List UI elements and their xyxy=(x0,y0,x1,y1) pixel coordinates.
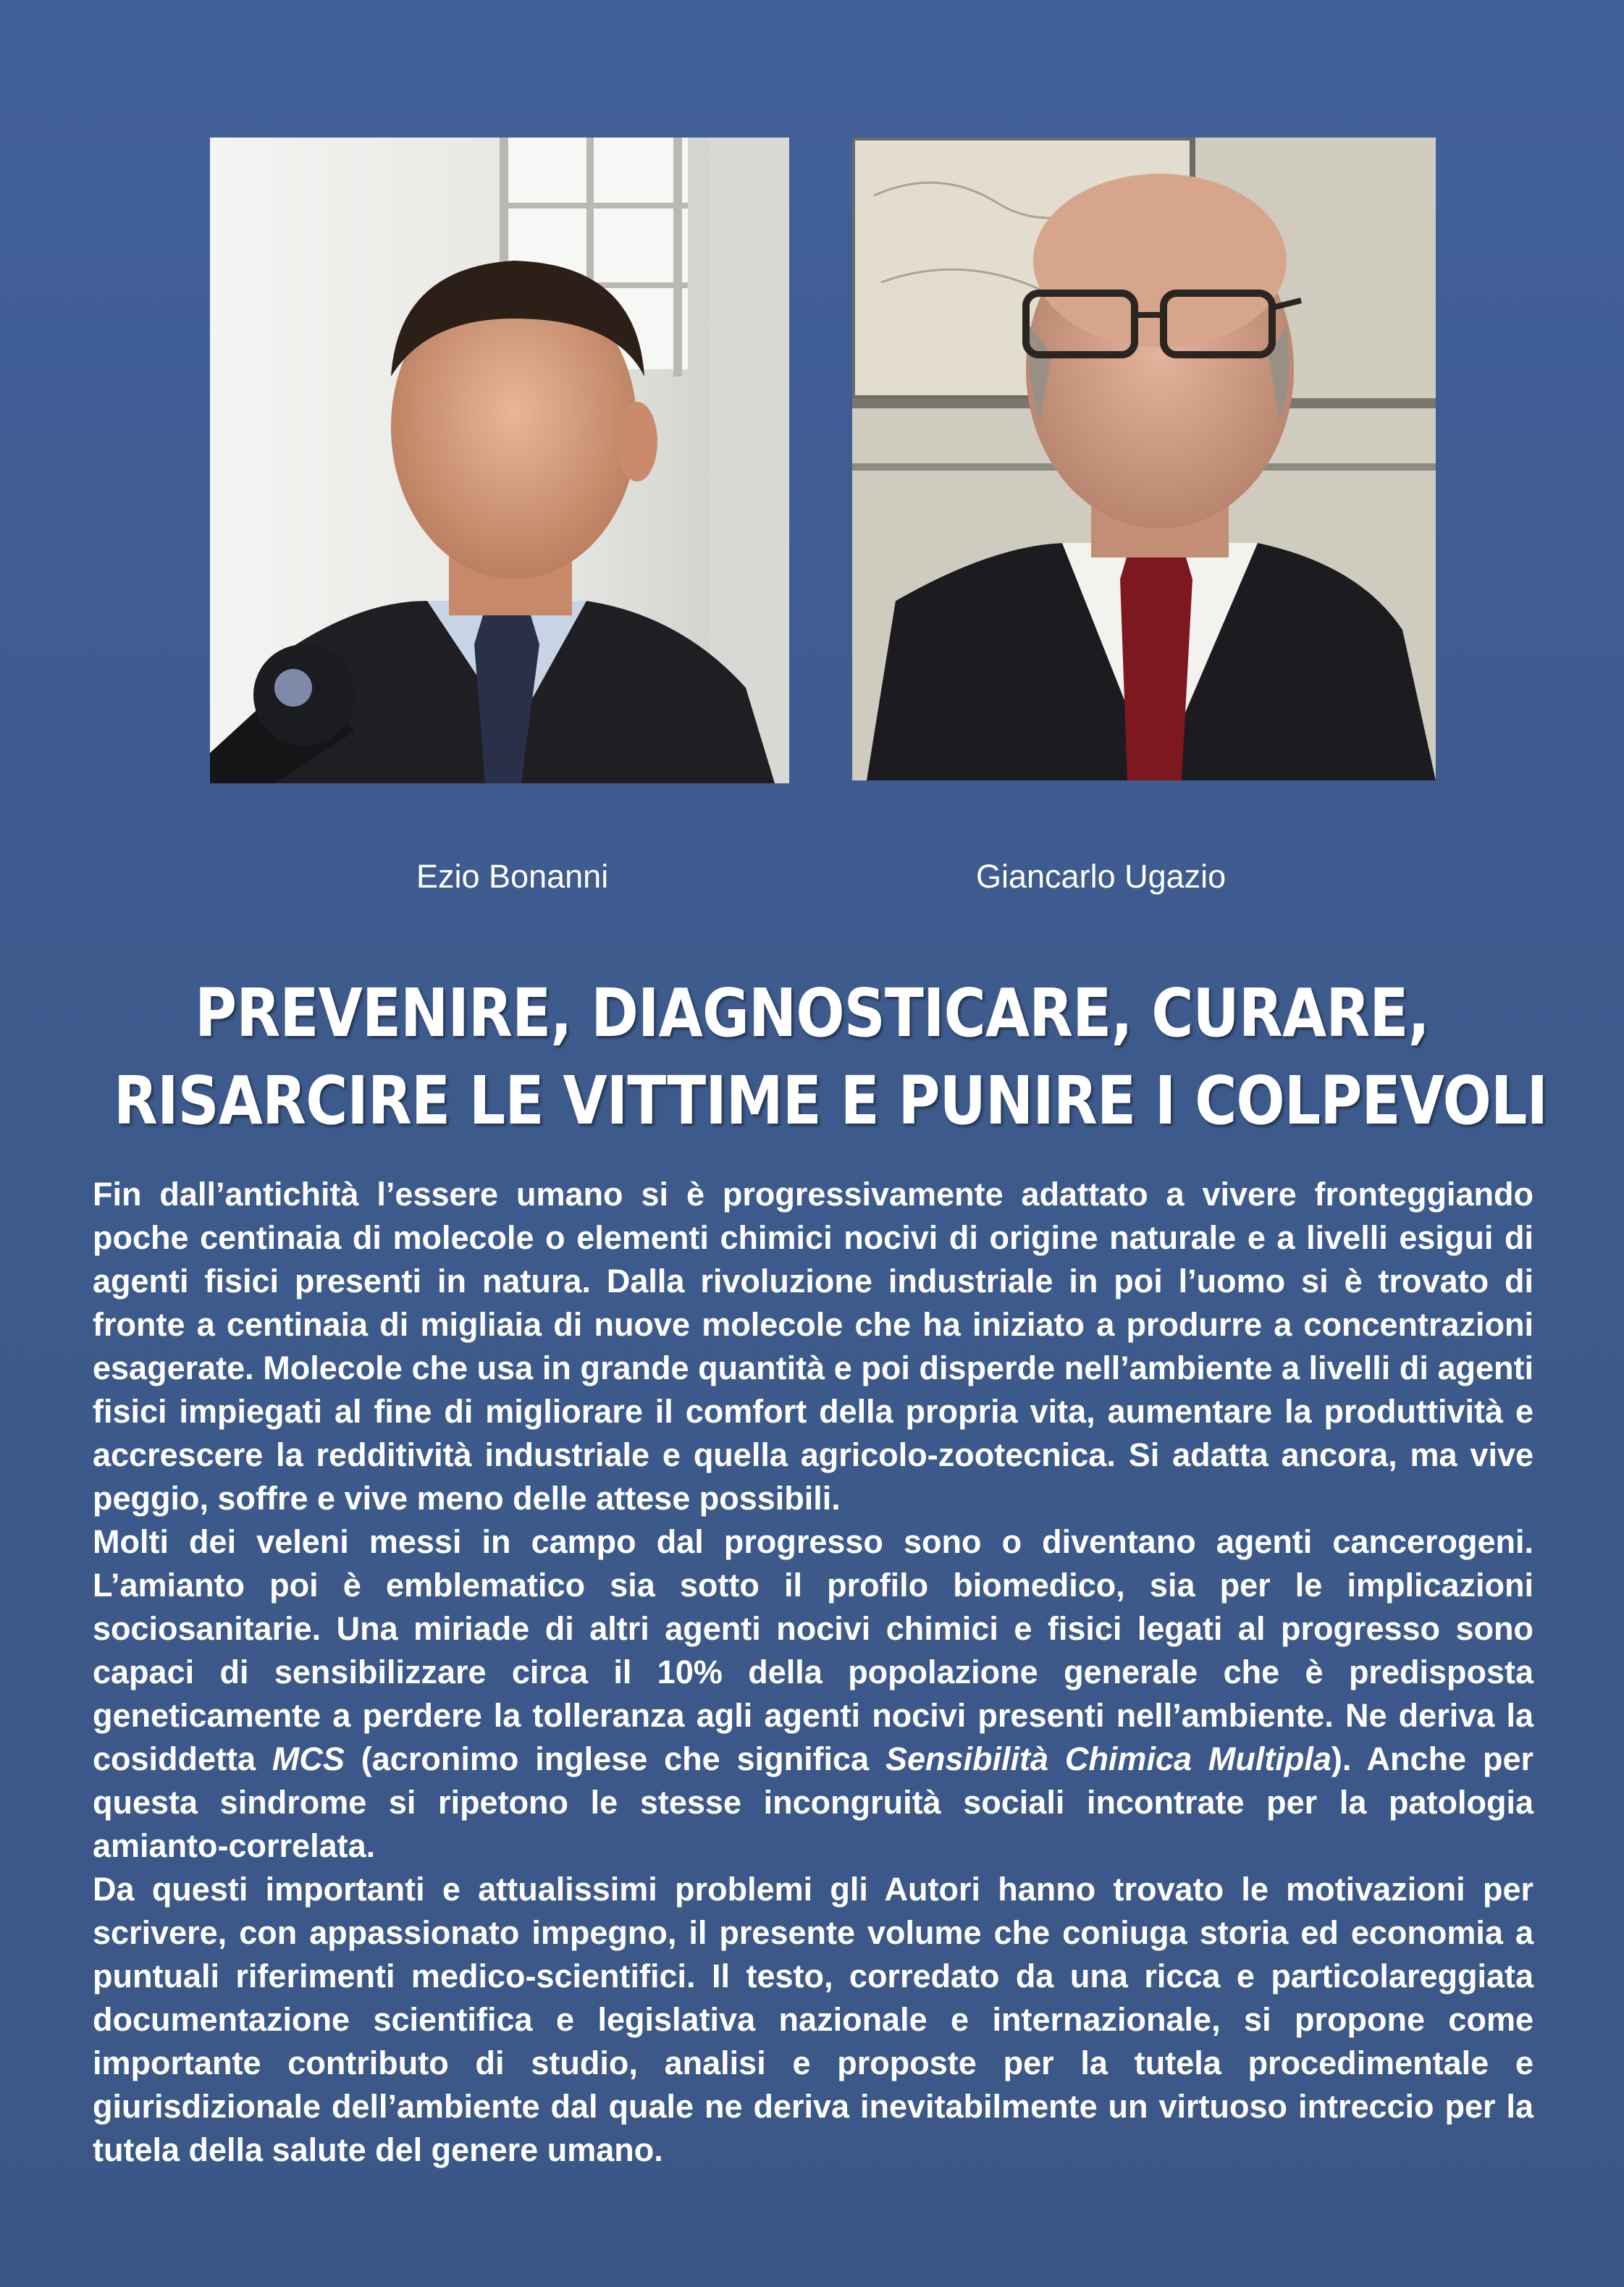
headline-line-2: RISARCIRE LE VITTIME E PUNIRE I COLPEVOLI xyxy=(114,1062,1548,1140)
acronym-mcs: MCS xyxy=(272,1740,345,1777)
headline-line-1: PREVENIRE, DIAGNOSTICARE, CURARE, xyxy=(195,974,1429,1052)
blurb-paragraph-3: Da questi importanti e attualissimi problemi gli Autori hanno trovato le motivazioni per scrivere, con appassionato impegno, il presente volume che coniuga storia ed economia a puntuali riferimenti medico-scientifici. Il testo, corredato da una ricca e particolareggiata documentazione scientifica e legislativa nazionale e internazionale, si propone come importante contributo di studio, analisi e proposte per la tutela procedimentale e giurisdizionale dell’ambiente dal quale ne deriva inevitabilmente un virtuoso intreccio per la tutela della salute del genere umano. xyxy=(93,1871,1533,2168)
blurb-paragraph-2-text-c: ). Anche per questa sindrome si ripetono le stesse incongruità sociali incontrate per la patologia amianto-correlata. xyxy=(93,1740,1533,1864)
blurb-paragraph-2 xyxy=(93,1520,1533,1868)
blurb-paragraph-1: Fin dall’antichità l’essere umano si è progressivamente adattato a vivere fronteggiando poche centinaia di molecole o elementi chimici nocivi di origine naturale e a livelli esigui di agenti fisici presenti in natura. Dalla rivoluzione industriale in poi l’uomo si è trovato di fronte a centinaia di migliaia di nuove molecole che ha iniziato a produrre a concentrazioni esagerate. Molecole che usa in grande quantità e poi disperde nell’ambiente a livelli di agenti fisici impiegati al fine di migliorare il comfort della propria vita, aumentare la produttività e accrescere la redditività industriale e quella agricolo-zootecnica. Si adatta ancora, ma vive peggio, soffre e vive meno delle attese possibili. xyxy=(93,1176,1533,1517)
author-caption-right: Giancarlo Ugazio xyxy=(976,858,1227,895)
portrait-image xyxy=(852,138,1436,780)
back-cover-blurb xyxy=(93,1173,1533,2172)
term-sensibilita-chimica-multipla: Sensibilità Chimica Multipla xyxy=(885,1740,1331,1777)
author-caption-left: Ezio Bonanni xyxy=(416,858,609,895)
blurb-paragraph-2-text-b: (acronimo inglese che significa xyxy=(344,1740,885,1777)
author-photo-giancarlo-ugazio xyxy=(852,138,1436,780)
author-photo-ezio-bonanni xyxy=(210,138,789,783)
portrait-image xyxy=(210,138,789,783)
blurb-paragraph-2-text-a: Molti dei veleni messi in campo dal progresso sono o diventano agenti cancerogeni. L’amianto poi è emblematico sia sotto il profilo biomedico, sia per le implicazioni sociosanitarie. Una miriade di altri agenti nocivi chimici e fisici legati al progresso sono capaci di sensibilizzare circa il 10% della popolazione generale che è predisposta geneticamente a perdere la tolleranza agli agenti nocivi presenti nell’ambiente. Ne deriva la cosiddetta xyxy=(93,1523,1533,1777)
